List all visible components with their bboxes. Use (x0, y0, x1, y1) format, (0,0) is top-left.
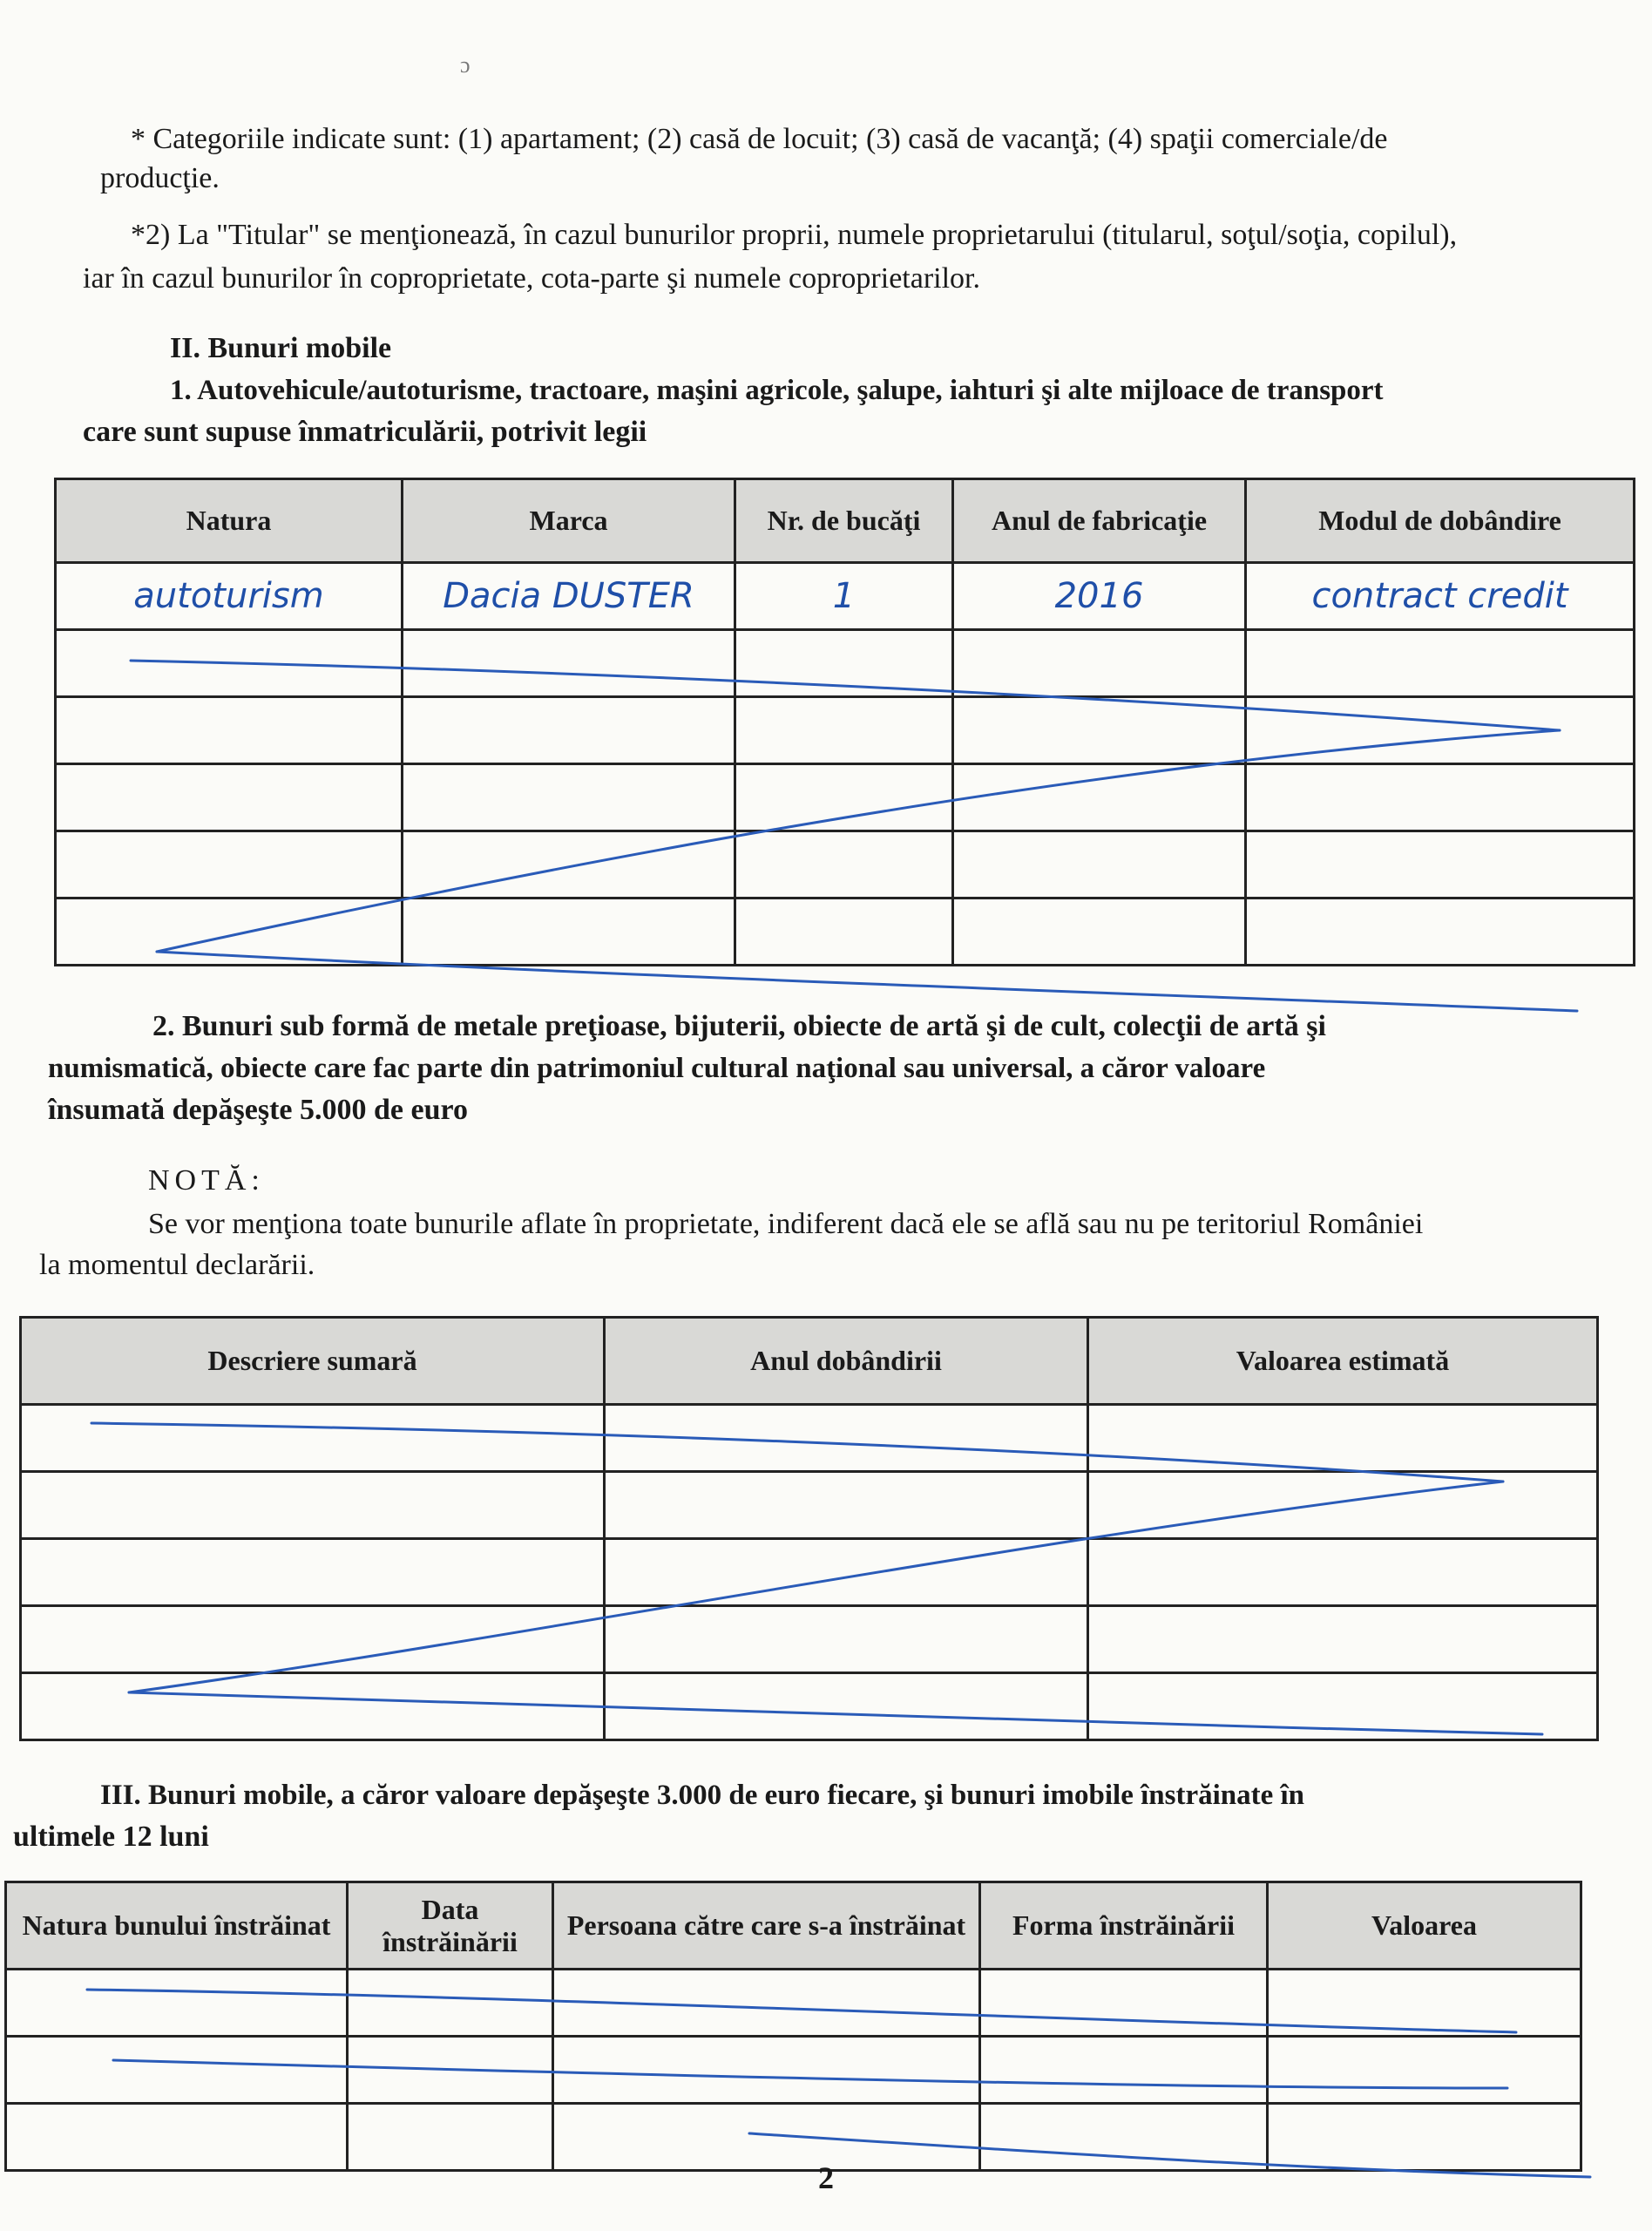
table-row (56, 563, 1635, 630)
handwritten-marca: Dacia DUSTER (443, 576, 694, 616)
note-text-cont: la momentul declarării. (39, 1249, 315, 1281)
column-header-descriere: Descriere sumară (21, 1318, 605, 1405)
handwritten-nr-bucati: 1 (832, 576, 856, 616)
column-header-natura: Natura (56, 479, 403, 563)
handwritten-modul: contract credit (1311, 576, 1568, 616)
valuables-table (19, 1316, 1599, 1741)
column-header-persoana: Persoana către care s-a înstrăinat (553, 1882, 980, 1970)
table-cell (56, 563, 403, 630)
footnote-titular: *2) La "Titular" se menţionează, în cazul bunurilor proprii, numele proprietarului (titularul, soţul/soţia, copilul), (131, 219, 1458, 251)
table-row (21, 1472, 1598, 1539)
column-header-data-instrainarii: Data înstrăinării (348, 1882, 553, 1970)
table-row (21, 1606, 1598, 1673)
footnote-categories: * Categoriile indicate sunt: (1) apartament; (2) casă de locuit; (3) casă de vacanţă; (4) spaţii comerciale/de (131, 123, 1388, 155)
handwritten-anul: 2016 (1054, 576, 1144, 616)
table-row (21, 1539, 1598, 1606)
table-row (6, 2037, 1581, 2104)
table-row (21, 1673, 1598, 1740)
handwritten-natura: autoturism (133, 576, 324, 616)
table-row (56, 831, 1635, 899)
table-row (56, 630, 1635, 697)
section3-heading: III. Bunuri mobile, a căror valoare depăşeşte 3.000 de euro fiecare, şi bunuri imobile înstrăinate în (100, 1780, 1305, 1811)
item2-heading-cont: numismatică, obiecte care fac parte din patrimoniul cultural naţional sau universal, a căror valoare (48, 1053, 1266, 1084)
page-number: 2 (818, 2160, 834, 2195)
table-cell (403, 563, 735, 630)
table-row (56, 764, 1635, 831)
column-header-natura-bunului: Natura bunului înstrăinat (6, 1882, 348, 1970)
footnote-titular-cont: iar în cazul bunurilor în coproprietate, cota-parte şi numele coproprietarilor. (83, 262, 980, 295)
table-cell (953, 563, 1246, 630)
column-header-nr-bucati: Nr. de bucăţi (735, 479, 953, 563)
table-row (6, 1970, 1581, 2037)
column-header-forma: Forma înstrăinării (980, 1882, 1268, 1970)
alienated-table (4, 1881, 1582, 2172)
footnote-categories-cont: producţie. (100, 162, 220, 194)
column-header-valoarea-estimata: Valoarea estimată (1088, 1318, 1598, 1405)
note-text: Se vor menţiona toate bunurile aflate în proprietate, indiferent dacă ele se află sau nu pe teritoriul României (148, 1208, 1424, 1240)
item1-heading-cont: care sunt supuse înmatriculării, potrivit legii (83, 416, 647, 448)
column-header-anul-dobandirii: Anul dobândirii (605, 1318, 1088, 1405)
table-cell (1246, 563, 1635, 630)
table-row (56, 697, 1635, 764)
column-header-anul-fabricatie: Anul de fabricaţie (953, 479, 1246, 563)
item2-heading: 2. Bunuri sub formă de metale preţioase, bijuterii, obiecte de artă şi de cult, colecţii de artă şi (152, 1010, 1326, 1042)
note-title: NOTĂ: (148, 1164, 265, 1197)
column-header-marca: Marca (403, 479, 735, 563)
table-cell (735, 563, 953, 630)
column-header-modul-dobandire: Modul de dobândire (1246, 479, 1635, 563)
table-row (21, 1405, 1598, 1472)
section-heading-bunuri-mobile: II. Bunuri mobile (170, 332, 392, 364)
stray-mark: ɔ (460, 52, 471, 78)
table-row (56, 899, 1635, 966)
column-header-valoarea: Valoarea (1268, 1882, 1581, 1970)
vehicles-table (54, 478, 1635, 966)
item2-heading-cont2: însumată depăşeşte 5.000 de euro (48, 1094, 468, 1126)
section3-heading-cont: ultimele 12 luni (13, 1821, 209, 1853)
item1-heading: 1. Autovehicule/autoturisme, tractoare, maşini agricole, şalupe, iahturi şi alte mijloace de transport (170, 375, 1384, 406)
